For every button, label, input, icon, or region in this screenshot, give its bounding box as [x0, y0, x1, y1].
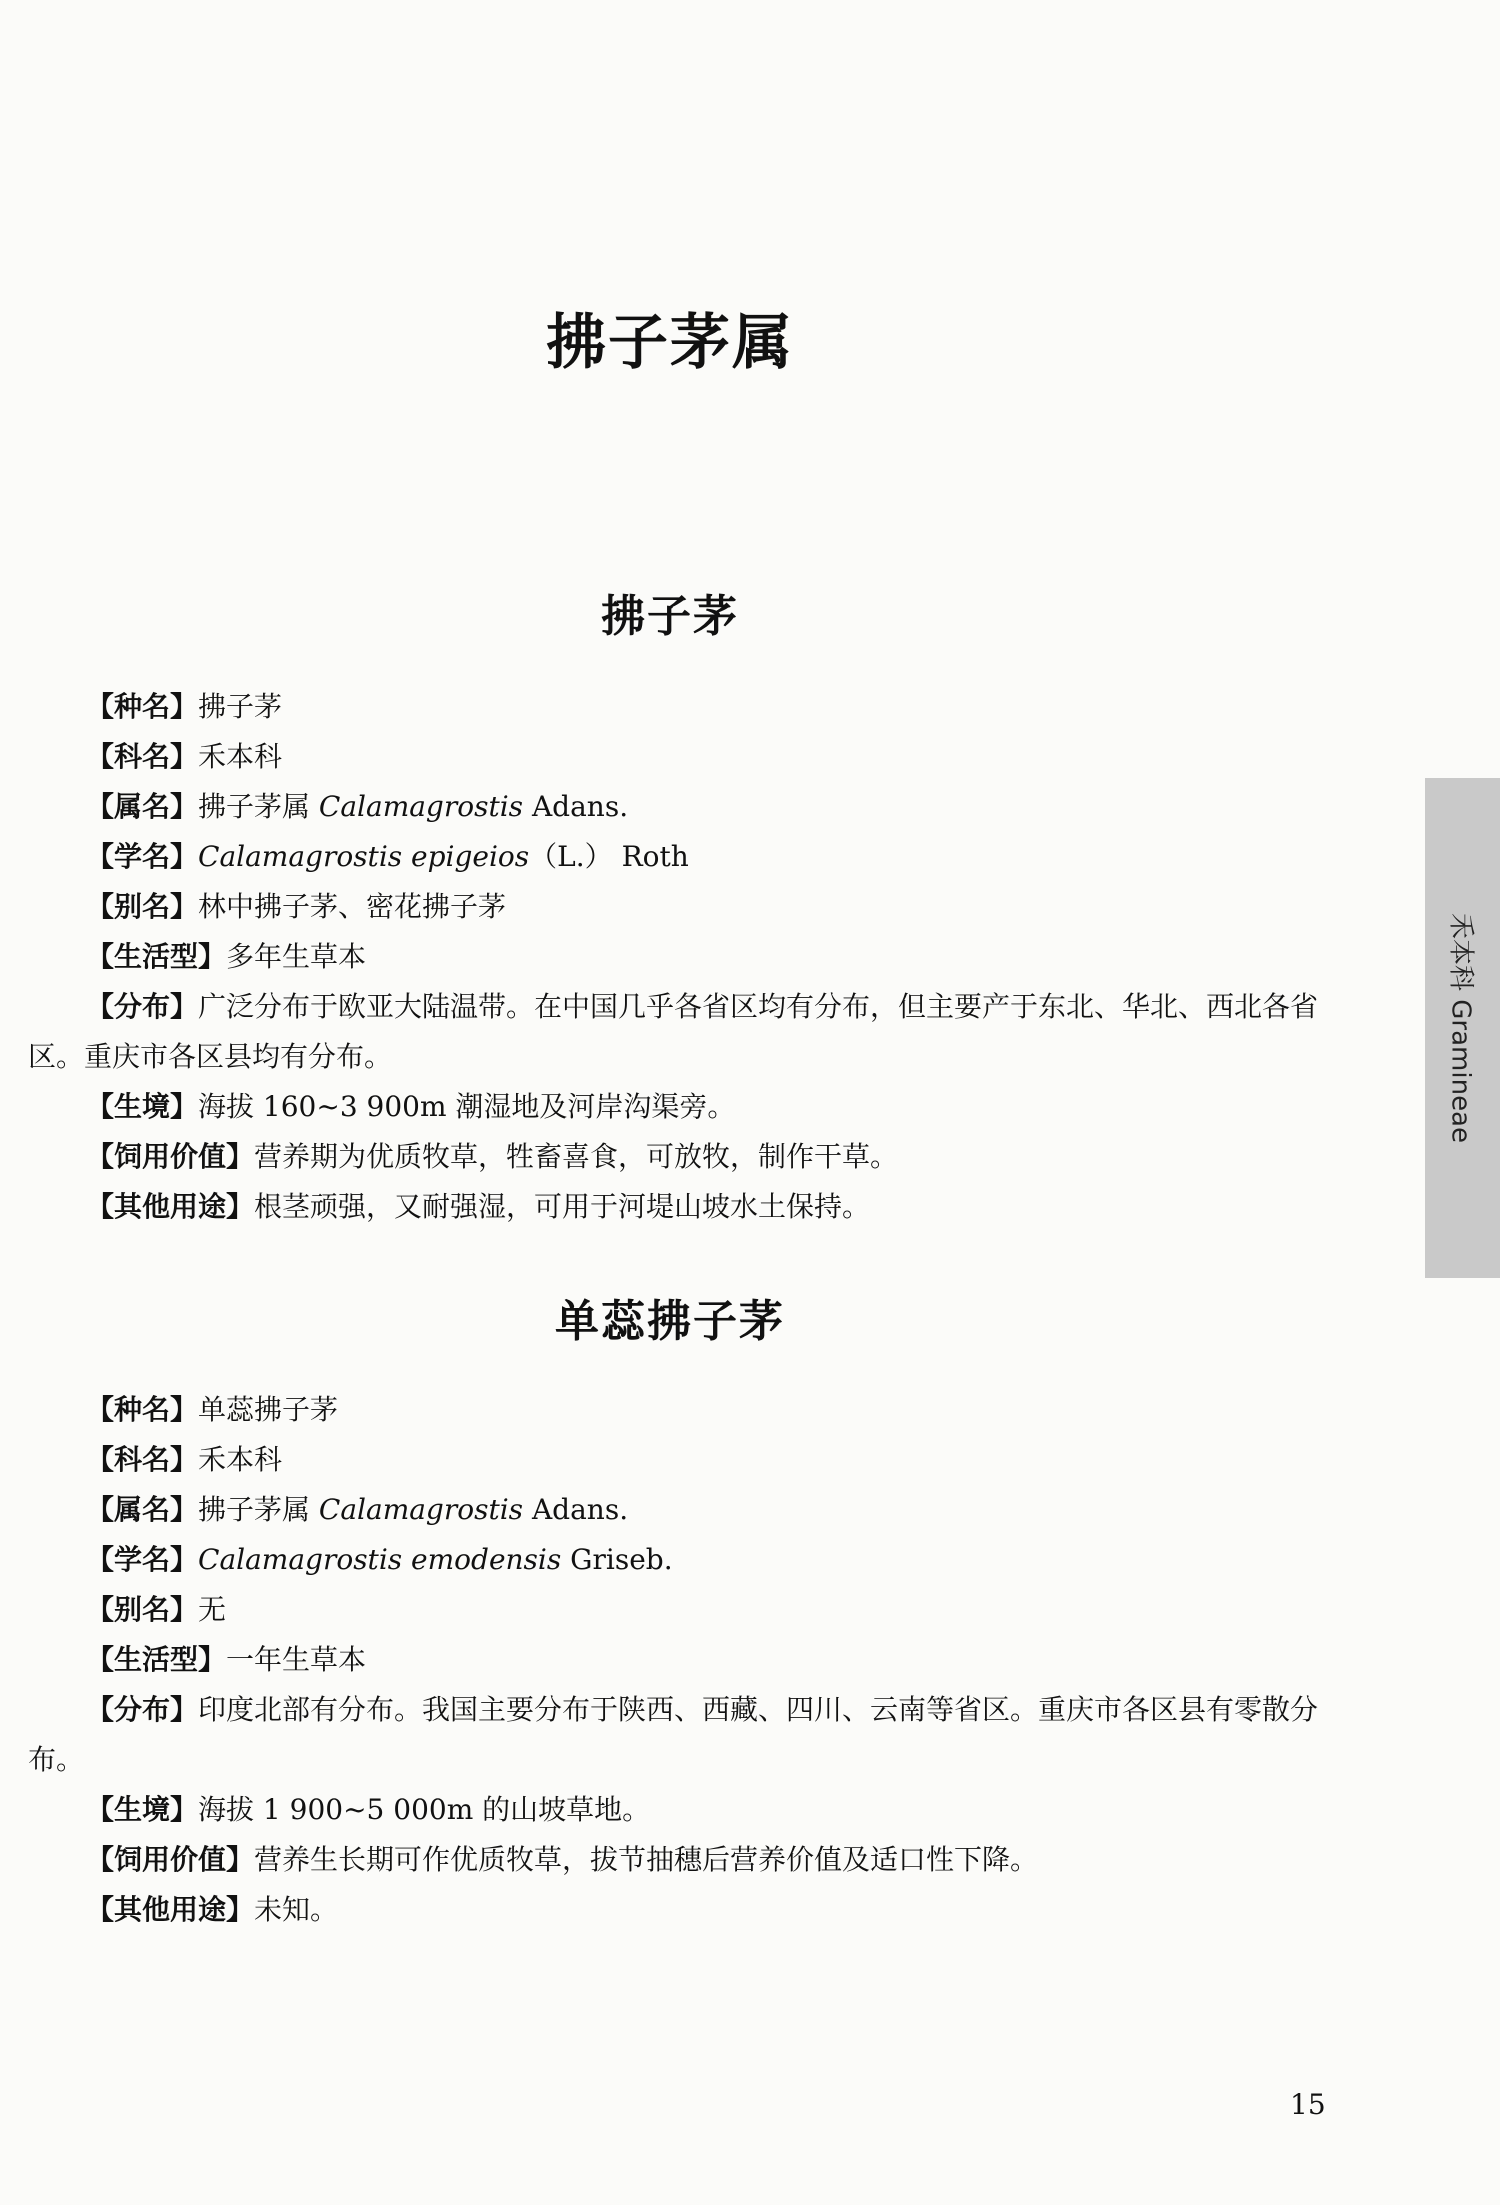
entry-text: 单蕊拂子茅 — [198, 1393, 339, 1426]
entry — [28, 1535, 1338, 1585]
entry-text: 根茎顽强，又耐强湿，可用于河堤山坡水土保持。 — [254, 1190, 871, 1223]
side-tab — [1425, 778, 1500, 1278]
entry-text: 一年生草本 — [226, 1643, 367, 1676]
entry-label: 【科名】 — [86, 1443, 199, 1476]
entry-label: 【属名】 — [86, 790, 199, 823]
entry-suffix: Griseb. — [561, 1543, 673, 1576]
entry-latin-name: Calamagrostis — [318, 1493, 524, 1526]
entry — [28, 932, 1338, 982]
entry-text: 广泛分布于欧亚大陆温带。在中国几乎各省区均有分布，但主要产于东北、华北、西北各省区。重庆市各区县均有分布。 — [28, 990, 1319, 1073]
entry — [28, 1635, 1338, 1685]
entry-suffix: Adans. — [523, 790, 629, 823]
entry — [28, 1132, 1338, 1182]
entry-text: 拂子茅属 — [198, 790, 319, 823]
entry — [28, 1082, 1338, 1132]
entry-label: 【学名】 — [86, 1543, 199, 1576]
entry-label: 【其他用途】 — [86, 1893, 255, 1926]
species-title-2: 单蕊拂子茅 — [555, 1296, 785, 1347]
entry — [28, 882, 1338, 932]
entry — [28, 1585, 1338, 1635]
entry — [28, 1835, 1338, 1885]
entry — [28, 832, 1338, 882]
entry-text: 海拔 1 900~5 000m 的山坡草地。 — [198, 1793, 651, 1826]
entry-label: 【生境】 — [86, 1090, 199, 1123]
entry — [28, 1182, 1338, 1232]
entry-suffix: Adans. — [523, 1493, 629, 1526]
entry-label: 【分布】 — [86, 1693, 199, 1726]
entry-text: 禾本科 — [198, 740, 283, 773]
species-title-1: 拂子茅 — [601, 591, 739, 642]
species-1-entries — [28, 682, 1338, 1232]
entry — [28, 982, 1338, 1082]
entry-label: 【学名】 — [86, 840, 199, 873]
entry-text: 海拔 160~3 900m 潮湿地及河岸沟渠旁。 — [198, 1090, 736, 1123]
entry-label: 【生境】 — [86, 1793, 199, 1826]
entry-text: 林中拂子茅、密花拂子茅 — [198, 890, 507, 923]
entry-latin-name: Calamagrostis — [318, 790, 524, 823]
entry-text: 未知。 — [254, 1893, 339, 1926]
entry — [28, 1885, 1338, 1935]
entry-text: 多年生草本 — [226, 940, 367, 973]
entry-label: 【种名】 — [86, 690, 199, 723]
entry-text: 拂子茅 — [198, 690, 283, 723]
entry-label: 【饲用价值】 — [86, 1140, 255, 1173]
entry-latin-name: Calamagrostis emodensis — [198, 1543, 562, 1576]
entry-label: 【别名】 — [86, 1593, 199, 1626]
entry-label: 【生活型】 — [86, 940, 227, 973]
entry-label: 【种名】 — [86, 1393, 199, 1426]
entry — [28, 1435, 1338, 1485]
species-2-entries — [28, 1385, 1338, 1935]
entry — [28, 1385, 1338, 1435]
entry-label: 【分布】 — [86, 990, 199, 1023]
entry — [28, 1685, 1338, 1785]
entry-label: 【生活型】 — [86, 1643, 227, 1676]
entry-text: 拂子茅属 — [198, 1493, 319, 1526]
side-tab-label: 禾本科 Gramineae — [1445, 913, 1475, 1143]
entry-label: 【科名】 — [86, 740, 199, 773]
entry-suffix: （L.） Roth — [529, 840, 689, 873]
entry-label: 【其他用途】 — [86, 1190, 255, 1223]
entry-text: 营养生长期可作优质牧草，拔节抽穗后营养价值及适口性下降。 — [254, 1843, 1039, 1876]
entry-label: 【别名】 — [86, 890, 199, 923]
genus-title: 拂子茅属 — [546, 308, 794, 378]
entry-latin-name: Calamagrostis epigeios — [198, 840, 530, 873]
entry — [28, 782, 1338, 832]
entry — [28, 1485, 1338, 1535]
entry-label: 【饲用价值】 — [86, 1843, 255, 1876]
entry-label: 【属名】 — [86, 1493, 199, 1526]
entry — [28, 1785, 1338, 1835]
entry — [28, 732, 1338, 782]
entry-text: 无 — [198, 1593, 227, 1626]
page-number: 15 — [1290, 2088, 1326, 2121]
entry — [28, 682, 1338, 732]
entry-text: 印度北部有分布。我国主要分布于陕西、西藏、四川、云南等省区。重庆市各区县有零散分布。 — [28, 1693, 1319, 1776]
entry-text: 营养期为优质牧草，牲畜喜食，可放牧，制作干草。 — [254, 1140, 899, 1173]
entry-text: 禾本科 — [198, 1443, 283, 1476]
